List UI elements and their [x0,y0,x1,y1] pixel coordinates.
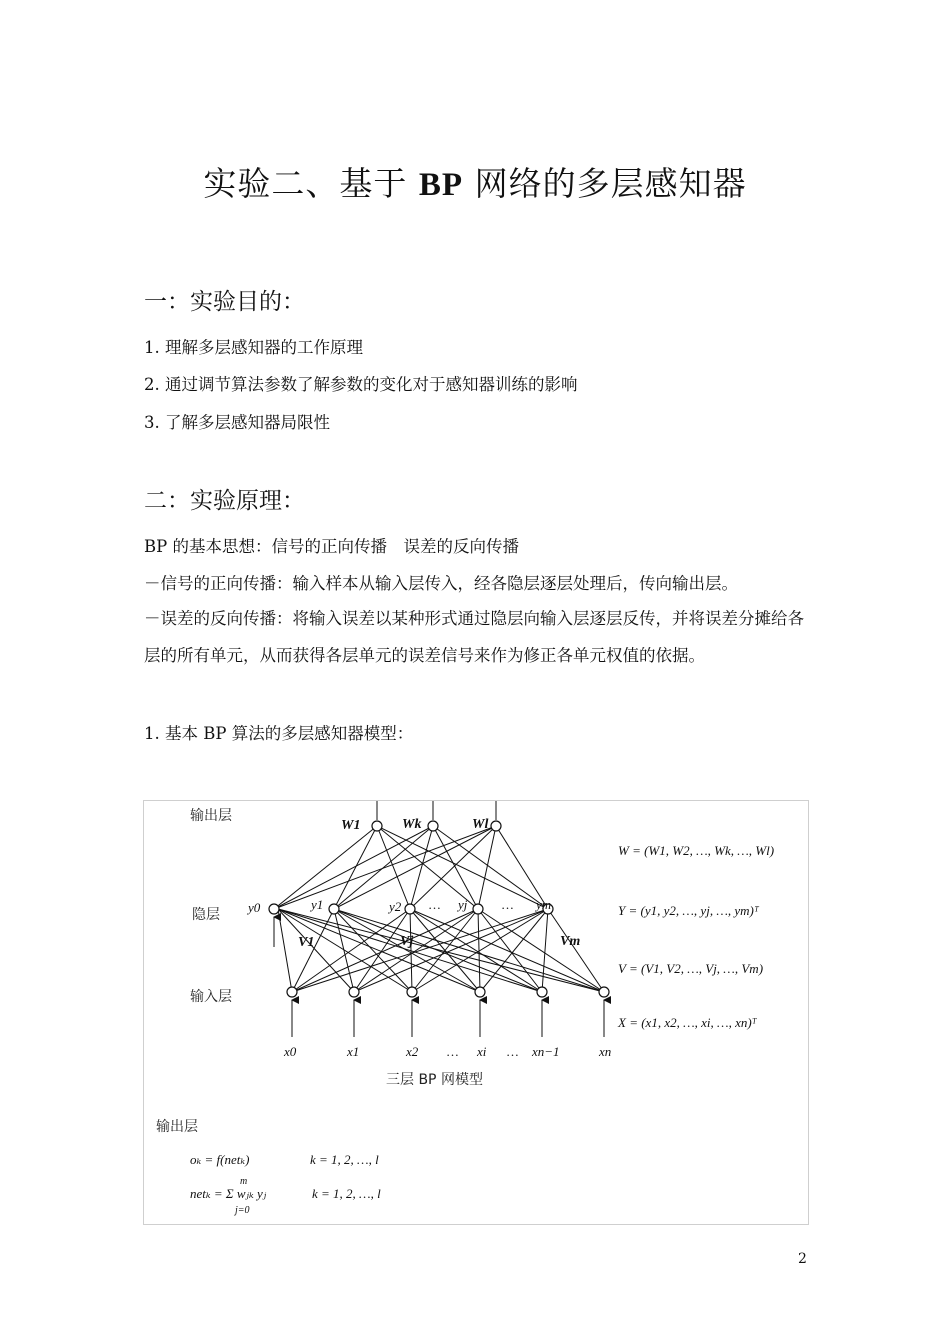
hidden-label: yj [458,897,468,912]
connections [274,801,604,1037]
input-label: xn−1 [532,1044,560,1059]
hidden-label: y0 [248,900,261,915]
input-label: x2 [406,1044,419,1059]
model-title: 1. 基本 BP 算法的多层感知器模型： [144,724,414,743]
input-neuron [475,987,485,997]
input-layer-label: 输入层 [190,989,232,1005]
input-label: x0 [284,1044,297,1059]
weight-label: Wk [402,817,422,832]
formula-output: oₖ = f(netₖ) [190,1152,250,1167]
svg-text:…: … [501,897,514,912]
hidden-neuron [405,904,415,914]
output-neuron [372,821,382,831]
hidden-layer-label: 隐层 [192,907,220,923]
objective-item: 2. 通过调节算法参数了解参数的变化对于感知器训练的影响 [144,375,578,394]
page-title: 实验二、基于 BP 网络的多层感知器 [203,164,747,203]
v-weight-label: V1 [298,935,315,950]
bp-network-figure [143,800,809,1225]
output-neuron [428,821,438,831]
v-weight-label: Vm [560,934,581,949]
network-diagram [144,801,808,1224]
weight-label: Wl [472,817,489,832]
input-neuron [537,987,547,997]
v-weight-label: Vj [400,934,414,949]
input-neuron [287,987,297,997]
backward-propagation: －误差的反向传播：将输入误差以某种形式通过隐层向输入层逐层反传，并将误差分摊给各层的所有单元，从而获得各层单元的误差信号来作为修正各单元权值的依据。 [144,609,804,665]
section1-heading: 一：实验目的： [144,289,305,315]
sum-upper-limit: m [240,1176,248,1187]
formula-net-range: k = 1, 2, …, l [312,1186,381,1201]
hidden-label: ym [536,897,552,912]
output-neuron [491,821,501,831]
hidden-neuron [473,904,483,914]
formula-net: netₖ = Σ wⱼₖ yⱼ [190,1186,267,1201]
hidden-label: y2 [389,899,402,914]
sum-lower-limit: j=0 [235,1205,250,1216]
equation-X: X = (x1, x2, …, xi, …, xn)ᵀ [618,1015,757,1030]
input-label: xn [599,1044,612,1059]
input-neuron [599,987,609,997]
formula-output-range: k = 1, 2, …, l [310,1152,379,1167]
input-label: x1 [347,1044,360,1059]
equation-V: V = (V1, V2, …, Vj, …, Vm) [618,961,764,976]
input-label: xi [477,1044,487,1059]
svg-text:…: … [506,1044,519,1059]
hidden-label: y1 [311,897,324,912]
objective-item: 3. 了解多层感知器局限性 [144,413,330,432]
equation-W: W = (W1, W2, …, Wk, …, Wl) [618,843,775,858]
objective-item: 1. 理解多层感知器的工作原理 [144,338,363,357]
page-number: 2 [798,1251,807,1267]
hidden-neuron [329,904,339,914]
svg-text:…: … [428,897,441,912]
input-neuron [407,987,417,997]
output-layer-formula-heading: 输出层 [156,1119,198,1135]
bp-idea: BP 的基本思想：信号的正向传播 误差的反向传播 [144,537,519,556]
hidden-neuron [269,904,279,914]
equation-Y: Y = (y1, y2, …, yj, …, ym)ᵀ [618,903,759,918]
section2-heading: 二：实验原理： [144,488,305,514]
forward-propagation: －信号的正向传播：输入样本从输入层传入，经各隐层逐层处理后，传向输出层。 [144,574,738,593]
figure-caption: 三层 BP 网模型 [386,1072,483,1088]
weight-label: W1 [341,818,361,833]
output-layer-label: 输出层 [190,808,232,824]
svg-text:…: … [446,1044,459,1059]
input-neuron [349,987,359,997]
